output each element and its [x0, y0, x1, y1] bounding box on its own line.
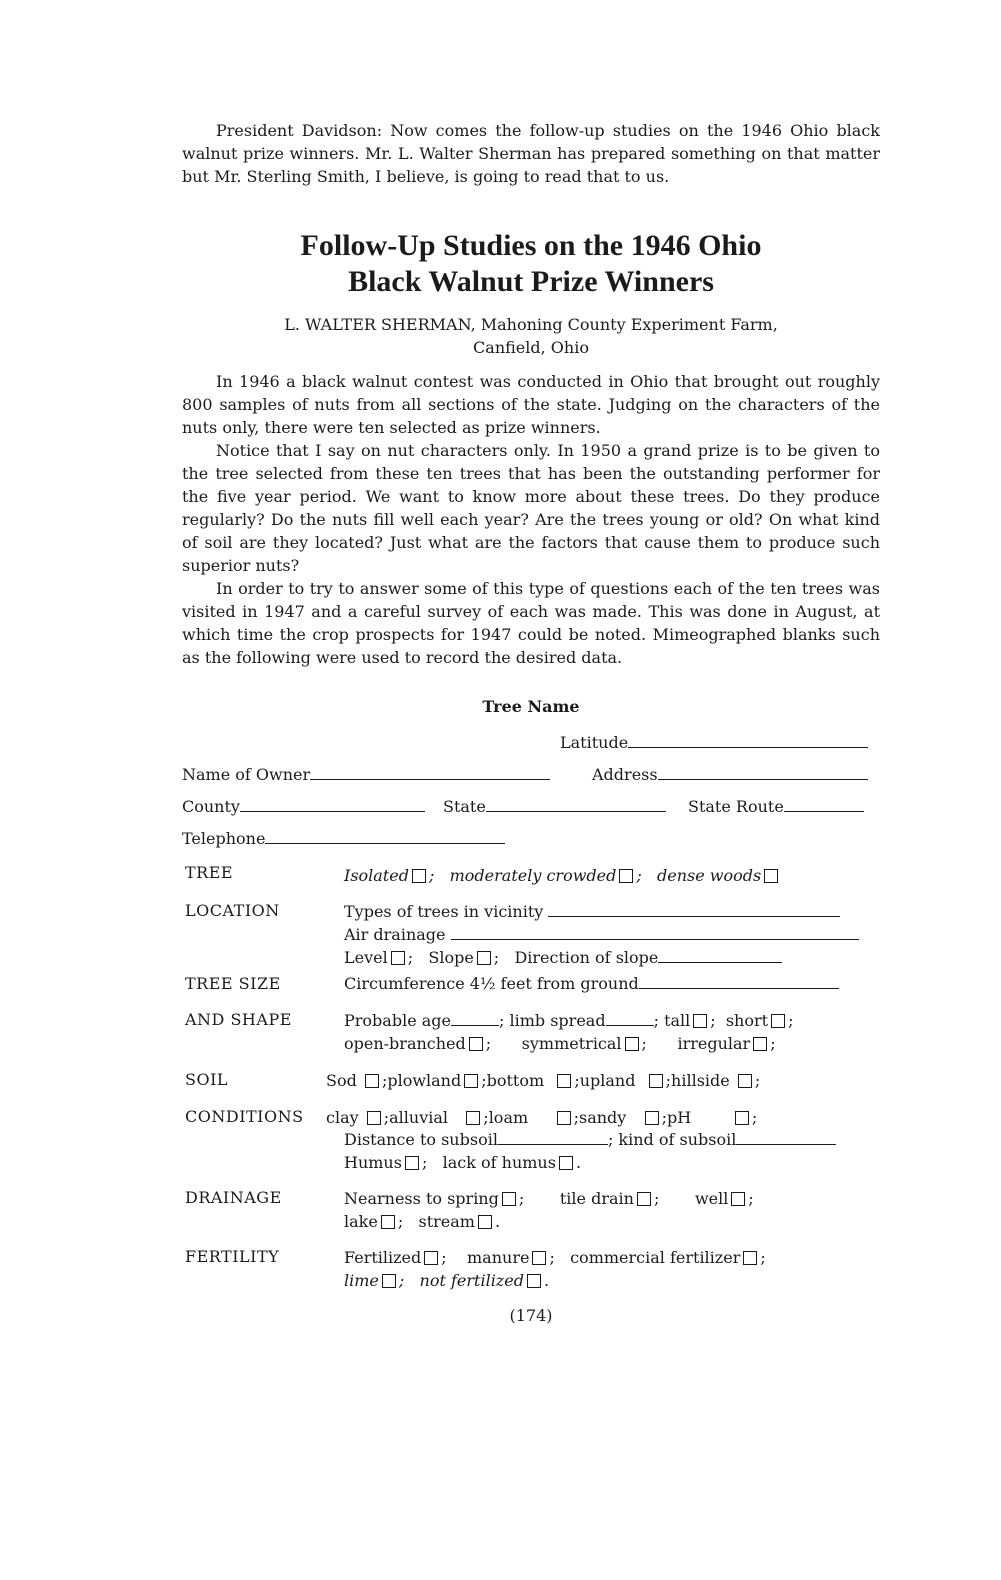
drainage-row-2: lake ; stream . — [344, 1212, 501, 1231]
title-line-2: Black Walnut Prize Winners — [348, 265, 714, 298]
isolated-checkbox[interactable] — [412, 869, 426, 883]
address-field: Address — [592, 765, 868, 784]
author-line-2: Canfield, Ohio — [473, 338, 589, 357]
author-block — [182, 313, 880, 359]
owner-field: Name of Owner — [182, 765, 550, 784]
ph-checkbox[interactable] — [735, 1111, 749, 1125]
manure-checkbox[interactable] — [532, 1251, 546, 1265]
intro-paragraph: President Davidson: Now comes the follow-up studies on the 1946 Ohio black walnut prize winners. Mr. L. Walter Sherman has prepared something on that matter but Mr. Sterling Smith, I believe, is going to read that to us. — [182, 121, 880, 186]
form-title: Tree Name — [482, 697, 580, 716]
stream-checkbox[interactable] — [478, 1215, 492, 1229]
title-line-1: Follow-Up Studies on the 1946 Ohio — [300, 229, 762, 262]
section-fertility: FERTILITY — [185, 1247, 280, 1266]
open-branched-checkbox[interactable] — [469, 1037, 483, 1051]
circumference-field: Circumference 4½ feet from ground — [344, 974, 839, 993]
page-number: (174) — [509, 1306, 553, 1325]
fertility-row-1: Fertilized ; manure ; commercial fertilizer ; — [344, 1248, 766, 1267]
soil-row: Sod ;plowland ;bottom ;upland ;hillside ; — [326, 1071, 761, 1090]
lime-checkbox[interactable] — [382, 1274, 396, 1288]
slope-checkbox[interactable] — [477, 951, 491, 965]
fertilized-checkbox[interactable] — [424, 1251, 438, 1265]
drainage-row-1: Nearness to spring ; tile drain ; well ; — [344, 1189, 754, 1208]
bottom-checkbox[interactable] — [557, 1074, 571, 1088]
section-soil: SOIL — [185, 1070, 229, 1089]
short-checkbox[interactable] — [771, 1014, 785, 1028]
plowland-checkbox[interactable] — [464, 1074, 478, 1088]
section-location: LOCATION — [185, 901, 280, 920]
lake-checkbox[interactable] — [381, 1215, 395, 1229]
state-field: State — [443, 797, 666, 816]
level-checkbox[interactable] — [391, 951, 405, 965]
author-line-1: L. WALTER SHERMAN, Mahoning County Experiment Farm, — [284, 315, 778, 334]
county-field: County — [182, 797, 425, 816]
section-conditions: CONDITIONS — [185, 1107, 304, 1126]
tile-drain-checkbox[interactable] — [637, 1192, 651, 1206]
section-tree: TREE — [185, 863, 234, 882]
article-title — [182, 228, 880, 300]
body-paragraph-1: In 1946 a black walnut contest was conducted in Ohio that brought out roughly 800 samples of nuts from all sections of the state. Judging on the characters of the nuts only, there were ten selected as prize winners. — [182, 372, 880, 437]
spring-checkbox[interactable] — [502, 1192, 516, 1206]
shape-row-2: open-branched ; symmetrical ; irregular ; — [344, 1034, 776, 1053]
tall-checkbox[interactable] — [693, 1014, 707, 1028]
air-drainage-field: Air drainage — [344, 925, 859, 944]
sandy-checkbox[interactable] — [645, 1111, 659, 1125]
not-fertilized-checkbox[interactable] — [527, 1274, 541, 1288]
hillside-checkbox[interactable] — [738, 1074, 752, 1088]
conditions-row-3: Humus ; lack of humus . — [344, 1153, 582, 1172]
moderately-crowded-checkbox[interactable] — [619, 869, 633, 883]
section-drainage: DRAINAGE — [185, 1188, 282, 1207]
symmetrical-checkbox[interactable] — [625, 1037, 639, 1051]
body-paragraph-3: In order to try to answer some of this type of questions each of the ten trees was visited in 1947 and a careful survey of each was made. This was done in August, at which time the crop prospects for 1947 could be noted. Mimeographed blanks such as the following were used to record the desired data. — [182, 579, 880, 667]
irregular-checkbox[interactable] — [753, 1037, 767, 1051]
fertility-row-2: lime ; not fertilized . — [344, 1271, 550, 1290]
loam-checkbox[interactable] — [557, 1111, 571, 1125]
state-route-field: State Route — [688, 797, 864, 816]
lack-of-humus-checkbox[interactable] — [559, 1156, 573, 1170]
upland-checkbox[interactable] — [649, 1074, 663, 1088]
slope-row: Level ; Slope ; Direction of slope — [344, 948, 782, 967]
humus-checkbox[interactable] — [405, 1156, 419, 1170]
telephone-field: Telephone — [182, 829, 505, 848]
shape-row-1: Probable age ; limb spread ; tall ; short ; — [344, 1011, 794, 1030]
types-of-trees-field: Types of trees in vicinity — [344, 902, 840, 921]
conditions-row-2: Distance to subsoil ; kind of subsoil — [344, 1130, 836, 1149]
body-paragraph-2: Notice that I say on nut characters only. In 1950 a grand prize is to be given to the tree selected from these ten trees that has been the outstanding performer for the five year period. We want to know more about these trees. Do they produce regularly? Do the nuts fill well each year? Are the trees young or old? On what kind of soil are they located? Just what are the factors that cause them to produce such superior nuts? — [182, 441, 880, 575]
section-and-shape: AND SHAPE — [185, 1010, 292, 1029]
tree-options-row: Isolated ; moderately crowded ; dense woods — [344, 866, 781, 885]
dense-woods-checkbox[interactable] — [764, 869, 778, 883]
clay-checkbox[interactable] — [367, 1111, 381, 1125]
commercial-fertilizer-checkbox[interactable] — [743, 1251, 757, 1265]
alluvial-checkbox[interactable] — [466, 1111, 480, 1125]
well-checkbox[interactable] — [731, 1192, 745, 1206]
latitude-field: Latitude — [560, 733, 868, 752]
article-body — [182, 370, 880, 669]
section-tree-size: TREE SIZE — [185, 974, 281, 993]
conditions-row-1: clay ;alluvial ;loam ;sandy ;pH ; — [326, 1108, 758, 1127]
sod-checkbox[interactable] — [365, 1074, 379, 1088]
